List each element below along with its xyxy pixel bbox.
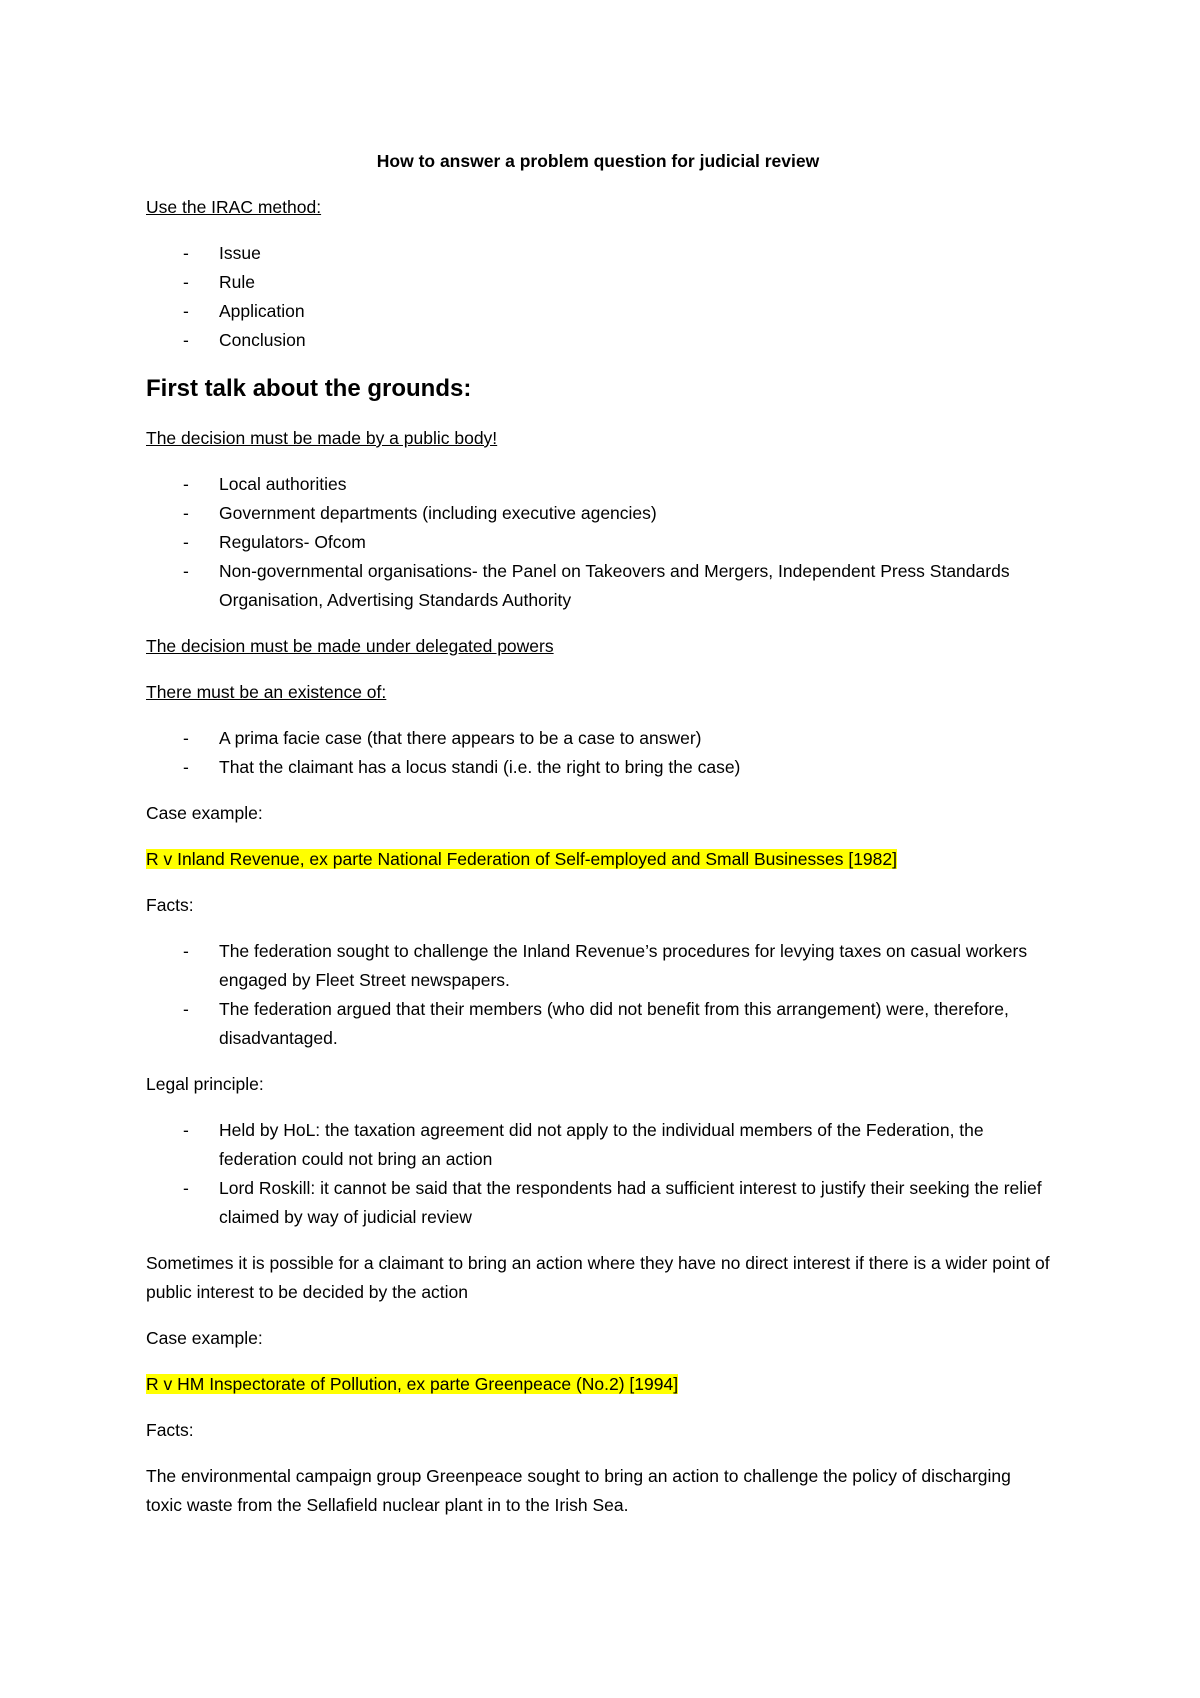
public-body-intro: The decision must be made by a public body! <box>146 428 498 448</box>
list-item: - Application <box>146 297 1050 326</box>
list-item: - Issue <box>146 239 1050 268</box>
facts-label: Facts: <box>146 895 194 915</box>
case-name-paragraph <box>146 845 1050 874</box>
public-body-list <box>146 470 1050 615</box>
list-item: - Conclusion <box>146 326 1050 355</box>
case-name-highlight: R v HM Inspectorate of Pollution, ex parte Greenpeace (No.2) [1994] <box>146 1374 679 1394</box>
list-item: - Held by HoL: the taxation agreement did not apply to the individual members of the Federation, the federation could not bring an action <box>146 1116 1050 1174</box>
list-item: - Rule <box>146 268 1050 297</box>
list-item: - That the claimant has a locus standi (i.e. the right to bring the case) <box>146 753 1050 782</box>
existence-intro: There must be an existence of: <box>146 682 387 702</box>
list-item: - The federation argued that their members (who did not benefit from this arrangement) were, therefore, disadvantaged. <box>146 995 1050 1053</box>
facts-label: Facts: <box>146 1420 194 1440</box>
list-item: - Regulators- Ofcom <box>146 528 1050 557</box>
irac-list <box>146 239 1050 355</box>
document-title: How to answer a problem question for judicial review <box>376 151 820 171</box>
list-item: - Non-governmental organisations- the Panel on Takeovers and Mergers, Independent Press Standards Organisation, Advertising Standards Authority <box>146 557 1050 615</box>
public-interest-note: Sometimes it is possible for a claimant to bring an action where they have no direct interest if there is a wider point of public interest to be decided by the action <box>146 1253 1050 1302</box>
list-item: - Lord Roskill: it cannot be said that the respondents had a sufficient interest to justify their seeking the relief claimed by way of judicial review <box>146 1174 1050 1232</box>
list-item: - The federation sought to challenge the Inland Revenue’s procedures for levying taxes on casual workers engaged by Fleet Street newspapers. <box>146 937 1050 995</box>
delegated-powers: The decision must be made under delegated powers <box>146 636 554 656</box>
case-example-label: Case example: <box>146 1328 263 1348</box>
irac-intro: Use the IRAC method: <box>146 197 322 217</box>
case-example-label: Case example: <box>146 803 263 823</box>
legal-principle-label: Legal principle: <box>146 1074 264 1094</box>
case-name-paragraph <box>146 1370 1050 1399</box>
existence-list <box>146 724 1050 782</box>
facts-list <box>146 937 1050 1053</box>
list-item: - A prima facie case (that there appears to be a case to answer) <box>146 724 1050 753</box>
grounds-heading: First talk about the grounds: <box>146 375 472 402</box>
list-item: - Government departments (including executive agencies) <box>146 499 1050 528</box>
legal-principle-list <box>146 1116 1050 1232</box>
list-item: - Local authorities <box>146 470 1050 499</box>
case-name-highlight: R v Inland Revenue, ex parte National Federation of Self-employed and Small Businesses [1982] <box>146 849 897 869</box>
facts-text: The environmental campaign group Greenpeace sought to bring an action to challenge the policy of discharging toxic waste from the Sellafield nuclear plant in to the Irish Sea. <box>146 1466 1011 1515</box>
